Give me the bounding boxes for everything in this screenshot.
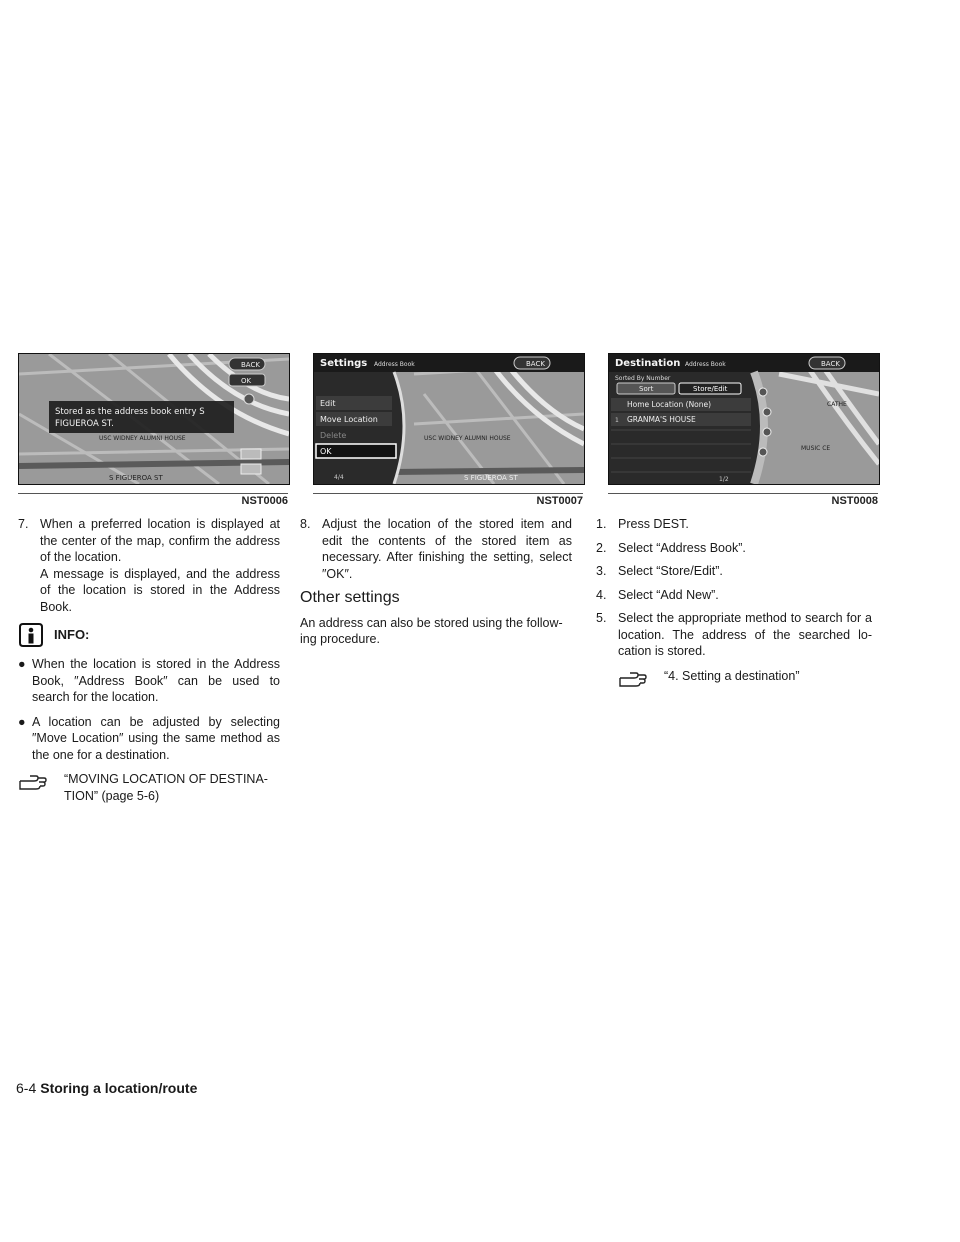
back-button-label: BACK [821, 360, 840, 368]
reference-hand-icon [618, 670, 648, 688]
page-indicator: 4/4 [334, 474, 344, 481]
map-label: MUSIC CE [801, 445, 831, 452]
stored-message-line1: Stored as the address book entry S [55, 407, 205, 417]
page-indicator: 1/2 [719, 476, 729, 483]
step-text: Select the appropriate method to search for a location. The address of the searched lo-cation is stored. [618, 611, 872, 658]
sort-button-label: Sort [639, 385, 654, 393]
info-title: INFO: [54, 626, 90, 642]
figure-caption: NST0006 [18, 493, 288, 507]
column-3 [596, 516, 872, 688]
paragraph: An address can also be stored using the follow-ing procedure. [300, 615, 563, 646]
column-1 [18, 516, 280, 805]
step-text: When a preferred location is displayed at the center of the map, confirm the address of the location. [40, 517, 280, 564]
step-text: Select “Address Book”. [618, 540, 746, 555]
settings-address-book-screen [314, 354, 584, 484]
screen-breadcrumb: Address Book [374, 361, 415, 368]
map-label: S FIGUEROA ST [464, 474, 518, 482]
reference-text: “4. Setting a destination” [664, 668, 800, 683]
reference-text-line2: TION” (page 5-6) [64, 789, 160, 803]
store-edit-button-label: Store/Edit [693, 385, 728, 393]
step-item [596, 587, 872, 604]
step-item [596, 540, 872, 557]
page-footer [16, 1080, 197, 1096]
bullet-item [18, 656, 280, 706]
step-text: A message is displayed, and the address of the location is stored in the Address Book. [40, 566, 280, 614]
step-text: Adjust the location of the stored item and edit the contents of the stored item as necessary. After finishing the setting, select ″OK″. [322, 517, 572, 581]
bullet-icon: ● [18, 657, 26, 671]
column-2 [300, 516, 572, 655]
step-number: 8. [300, 517, 311, 531]
map-label: CATHE [827, 401, 847, 408]
menu-item-edit[interactable]: Edit [320, 399, 336, 408]
step-text: Press DEST. [618, 517, 689, 531]
figure-nst0006 [18, 353, 290, 485]
back-button-label: BACK [241, 361, 260, 369]
list-item-number: 1 [615, 417, 619, 424]
step-7 [18, 516, 280, 615]
step-number: 3. [596, 564, 607, 578]
info-header [18, 622, 280, 648]
ok-button-label: OK [241, 377, 252, 385]
step-number: 2. [596, 540, 607, 555]
list-item-label: Home Location (None) [627, 400, 712, 409]
zoom-icon[interactable] [244, 394, 254, 404]
figure-caption: NST0007 [313, 493, 583, 507]
bullet-text: A location can be adjusted by selecting ″Move Location″ using the same method as the one for a destination. [32, 714, 280, 762]
reference-hand-icon [18, 773, 48, 791]
reference-text-line1: “MOVING LOCATION OF DESTINA- [64, 772, 268, 786]
figure-nst0008 [608, 353, 880, 485]
step-number: 7. [18, 517, 29, 531]
back-button-label: BACK [526, 360, 545, 368]
screen-title: Destination [615, 358, 681, 369]
bullet-item [18, 714, 280, 764]
section-title: Storing a location/route [40, 1080, 198, 1096]
page-reference [618, 668, 872, 688]
figure-caption: NST0008 [608, 493, 878, 507]
step-text: Select “Add New”. [618, 587, 719, 602]
destination-address-book-screen [609, 354, 879, 484]
step-item [596, 516, 872, 533]
step-item [596, 563, 872, 580]
sorted-by-label: Sorted By Number [615, 375, 671, 382]
step-item [596, 610, 872, 660]
menu-item-ok[interactable]: OK [320, 447, 332, 456]
map-label: USC WIDNEY ALUMNI HOUSE [99, 435, 186, 442]
screen-breadcrumb: Address Book [685, 361, 726, 368]
figure-nst0007 [313, 353, 585, 485]
bullet-text: When the location is stored in the Address Book, ″Address Book″ can be used to search for the location. [32, 657, 280, 704]
menu-item-delete[interactable]: Delete [320, 431, 347, 440]
screen-title: Settings [320, 358, 368, 369]
step-number: 4. [596, 587, 607, 602]
map-label: USC WIDNEY ALUMNI HOUSE [424, 435, 511, 442]
stored-message-line2: FIGUEROA ST. [55, 419, 114, 429]
list-item-label: GRANMA'S HOUSE [627, 415, 696, 424]
section-heading: Other settings [300, 589, 400, 606]
menu-item-move-location[interactable]: Move Location [320, 415, 378, 424]
step-text: Select “Store/Edit”. [618, 564, 723, 578]
step-8 [300, 516, 572, 582]
page-number: 6-4 [16, 1080, 37, 1096]
bullet-icon: ● [18, 714, 26, 729]
map-label: S FIGUEROA ST [109, 474, 163, 482]
map-screen-stored-message [19, 354, 289, 484]
step-number: 1. [596, 517, 607, 531]
step-number: 5. [596, 611, 607, 625]
info-icon [18, 622, 44, 648]
page-reference [18, 771, 280, 805]
